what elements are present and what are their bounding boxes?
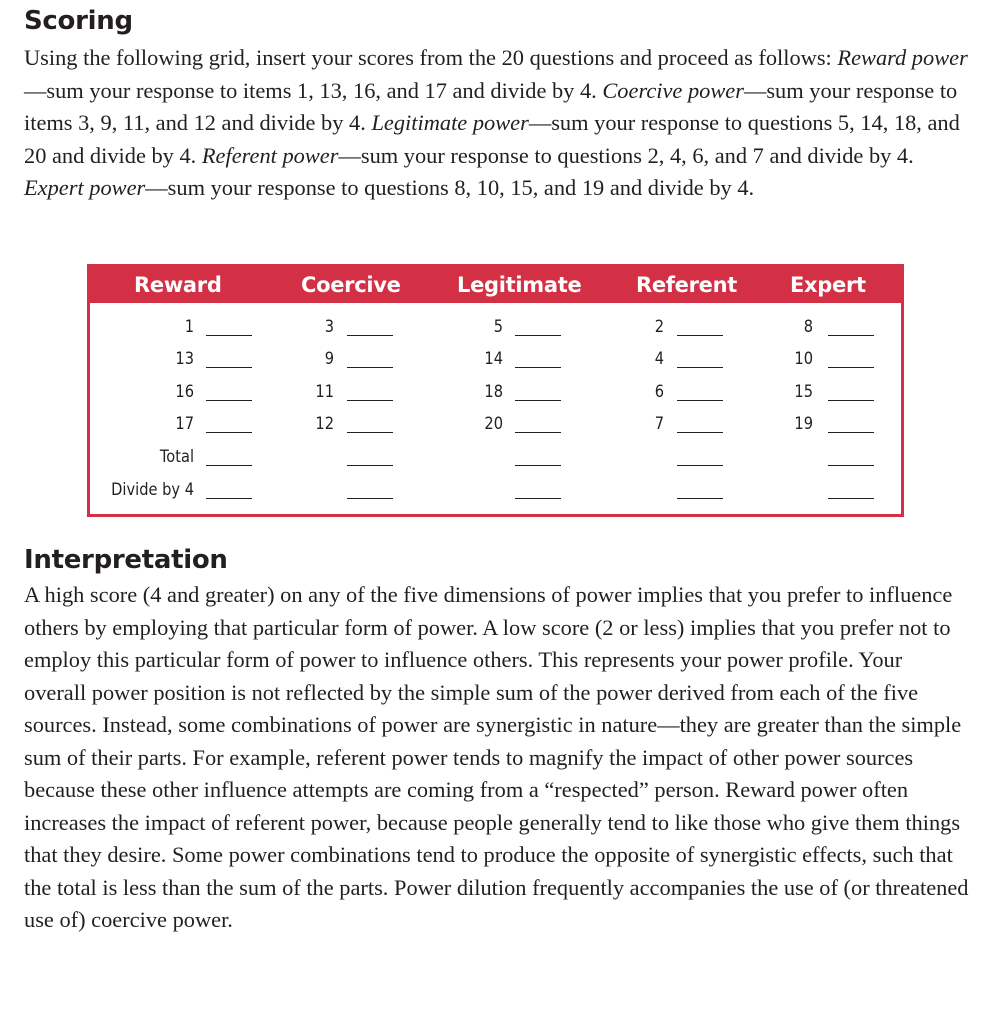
item-number-legitimate: 20	[484, 414, 503, 434]
score-blank-referent[interactable]	[677, 367, 723, 368]
referent-power-term: Referent power	[201, 142, 339, 168]
score-blank-expert[interactable]	[828, 367, 874, 368]
item-number-referent: 6	[654, 382, 664, 402]
score-blank-expert[interactable]	[828, 335, 874, 336]
score-blank-referent[interactable]	[677, 465, 723, 466]
item-number-coercive: 12	[315, 414, 334, 434]
scoring-intro: Using the following grid, insert your scores from the 20 questions and proceed as follows:	[24, 45, 832, 70]
score-blank-legitimate[interactable]	[515, 465, 561, 466]
score-blank-expert[interactable]	[828, 432, 874, 433]
score-blank-reward[interactable]	[206, 498, 252, 499]
score-blank-legitimate[interactable]	[515, 400, 561, 401]
score-blank-coercive[interactable]	[347, 465, 393, 466]
item-number-expert: 15	[794, 382, 813, 402]
score-blank-coercive[interactable]	[347, 498, 393, 499]
item-number-reward: 13	[175, 349, 194, 369]
coercive-power-term: Coercive power	[602, 77, 744, 103]
score-blank-reward[interactable]	[206, 367, 252, 368]
scoring-instructions	[24, 42, 974, 205]
reward-power-term: Reward power	[837, 45, 968, 70]
score-blank-legitimate[interactable]	[515, 367, 561, 368]
item-number-reward: 16	[175, 382, 194, 402]
score-blank-referent[interactable]	[677, 400, 723, 401]
referent-power-instruction: —sum your response to questions 2, 4, 6, and 7 and divide by 4.	[338, 142, 914, 168]
score-blank-referent[interactable]	[677, 432, 723, 433]
coercive-power-instruction: —sum your response to items 3, 9, 11, and 12 and divide by 4.	[24, 77, 958, 135]
expert-power-instruction: —sum your response to questions 8, 10, 15, and 19 and divide by 4.	[145, 175, 755, 200]
item-number-legitimate: 18	[484, 382, 503, 402]
reward-power-instruction: —sum your response to items 1, 13, 16, and 17 and divide by 4.	[24, 77, 597, 103]
score-blank-expert[interactable]	[828, 465, 874, 466]
item-number-coercive: 11	[315, 382, 334, 402]
item-number-reward: 17	[175, 414, 194, 434]
column-header-legitimate: Legitimate	[457, 273, 582, 297]
score-blank-legitimate[interactable]	[515, 335, 561, 336]
item-number-reward: 1	[184, 317, 194, 337]
score-blank-legitimate[interactable]	[515, 432, 561, 433]
item-number-expert: 8	[803, 317, 813, 337]
score-blank-coercive[interactable]	[347, 367, 393, 368]
interpretation-body: A high score (4 and greater) on any of the five dimensions of power implies that you prefer to influence others by employing that particular form of power. A low score (2 or less) implies that you prefer not to employ this particular form of power to influence others. This represents your power profile. Your overall power position is not reflected by the simple sum of the power derived from each of the five sources. Instead, some combinations of power are synergistic in nature—they are greater than the simple sum of their parts. For example, referent power tends to magnify the impact of other power sources because these other influence attempts are coming from a “respected” person. Reward power often increases the impact of referent power, because people generally tend to like those who give them things that they desire. Some power combinations tend to produce the opposite of synergistic effects, such that the total is less than the sum of the parts. Power dilution frequently accompanies the use of (or threatened use of) coercive power.	[24, 582, 969, 932]
score-blank-coercive[interactable]	[347, 432, 393, 433]
score-blank-reward[interactable]	[206, 335, 252, 336]
score-blank-referent[interactable]	[677, 335, 723, 336]
item-number-coercive: 9	[324, 349, 334, 369]
score-blank-coercive[interactable]	[347, 400, 393, 401]
score-blank-expert[interactable]	[828, 498, 874, 499]
column-header-expert: Expert	[790, 273, 866, 297]
score-blank-reward[interactable]	[206, 432, 252, 433]
item-number-legitimate: 5	[493, 317, 503, 337]
total-row-label: Total	[159, 447, 194, 467]
item-number-legitimate: 14	[484, 349, 503, 369]
legitimate-power-instruction: —sum your response to questions 5, 14, 18, and 20 and divide by 4.	[24, 110, 960, 168]
item-number-expert: 10	[794, 349, 813, 369]
column-header-coercive: Coercive	[301, 273, 401, 297]
scoring-grid	[87, 264, 904, 517]
item-number-referent: 2	[654, 317, 664, 337]
divide-by-4-row-label: Divide by 4	[111, 480, 194, 500]
scoring-grid-header	[90, 267, 901, 303]
column-header-reward: Reward	[134, 273, 222, 297]
score-blank-reward[interactable]	[206, 465, 252, 466]
item-number-coercive: 3	[324, 317, 334, 337]
interpretation-heading: Interpretation	[24, 545, 228, 575]
item-number-referent: 7	[654, 414, 664, 434]
item-number-expert: 19	[794, 414, 813, 434]
score-blank-legitimate[interactable]	[515, 498, 561, 499]
column-header-referent: Referent	[636, 273, 737, 297]
item-number-referent: 4	[654, 349, 664, 369]
score-blank-expert[interactable]	[828, 400, 874, 401]
legitimate-power-term: Legitimate power	[371, 110, 529, 135]
expert-power-term: Expert power	[24, 175, 146, 200]
scoring-heading: Scoring	[24, 6, 133, 36]
score-blank-referent[interactable]	[677, 498, 723, 499]
score-blank-reward[interactable]	[206, 400, 252, 401]
score-blank-coercive[interactable]	[347, 335, 393, 336]
